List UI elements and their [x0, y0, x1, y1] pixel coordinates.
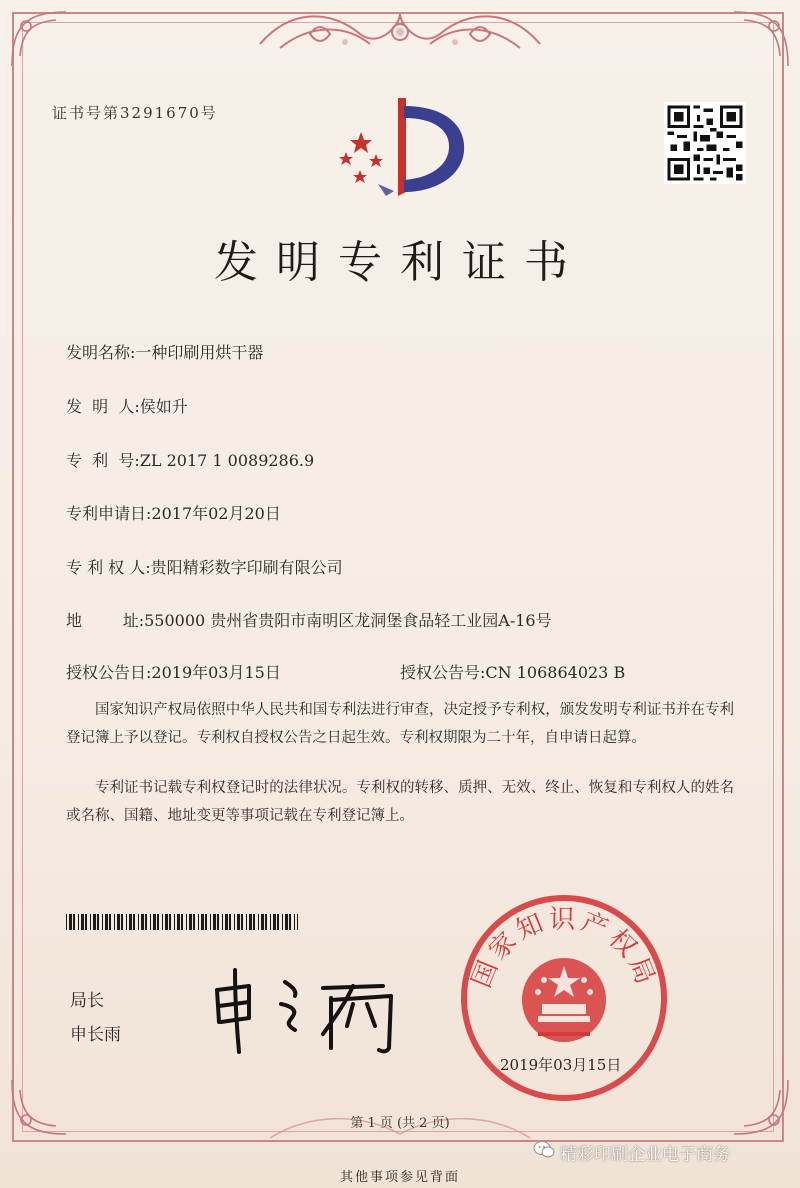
svg-text:国家知识产权局: 国家知识产权局 — [466, 904, 662, 993]
corner-ornament-top-right — [724, 6, 794, 76]
field-label: 地 址: — [66, 611, 145, 630]
director-title: 局长 — [70, 991, 104, 1011]
legal-paragraph-2: 专利证书记载专利权登记时的法律状况。专利权的转移、质押、无效、终止、恢复和专利权人的姓名或名称、国籍、地址变更等事项记载在专利登记簿上。 — [66, 780, 734, 824]
field-grant-number — [400, 660, 625, 683]
field-value: 2019年03月15日 — [151, 663, 281, 682]
field-label: 授权公告号: — [400, 663, 486, 682]
field-value: 一种印刷用烘干器 — [135, 343, 264, 362]
field-value: 550000 贵州省贵阳市南明区龙洞堡食品轻工业园A-16号 — [144, 611, 552, 630]
field-address — [66, 608, 552, 631]
director-name: 申长雨 — [70, 1025, 121, 1045]
corner-ornament-top-left — [6, 6, 76, 76]
field-value: CN 106864023 B — [485, 663, 626, 682]
seal-date: 2019年03月15日 — [500, 1056, 622, 1074]
watermark-text: 精彩印刷企业电子商务 — [560, 1145, 730, 1165]
page-number: 第 1 页 (共 2 页) — [350, 1116, 450, 1131]
field-patentee — [66, 555, 343, 578]
wechat-icon — [533, 1140, 555, 1160]
field-label: 发明名称: — [66, 343, 136, 362]
field-label: 专 利 号: — [66, 451, 140, 470]
field-patent-number — [66, 448, 314, 471]
field-label: 专利申请日: — [66, 504, 152, 523]
field-inventor — [66, 394, 188, 417]
barcode — [66, 914, 298, 930]
field-label: 授权公告日: — [66, 663, 152, 682]
field-invention-name — [66, 340, 263, 363]
field-value: 2017年02月20日 — [151, 504, 281, 523]
field-value: ZL 2017 1 0089286.9 — [139, 451, 315, 470]
field-application-date — [66, 501, 281, 524]
field-value: 贵阳精彩数字印刷有限公司 — [150, 558, 343, 577]
legal-paragraph-1: 国家知识产权局依照中华人民共和国专利法进行审查，决定授予专利权，颁发发明专利证书并在专利登记簿上予以登记。专利权自授权公告之日起生效。专利权期限为二十年，自申请日起算。 — [66, 702, 734, 746]
patent-office-logo — [326, 96, 476, 201]
footer-note: 其他事项参见背面 — [339, 1170, 460, 1185]
field-grant-date — [66, 660, 281, 683]
certificate-title: 发明专利证书 — [214, 237, 586, 288]
certificate-number: 证书号第3291670号 — [52, 104, 218, 122]
director-signature — [205, 960, 415, 1060]
field-label: 专 利 权 人: — [66, 558, 151, 577]
top-ornament — [250, 4, 550, 64]
field-value: 侯如升 — [139, 397, 188, 416]
qr-code[interactable] — [664, 102, 746, 184]
field-label: 发 明 人: — [66, 397, 140, 416]
